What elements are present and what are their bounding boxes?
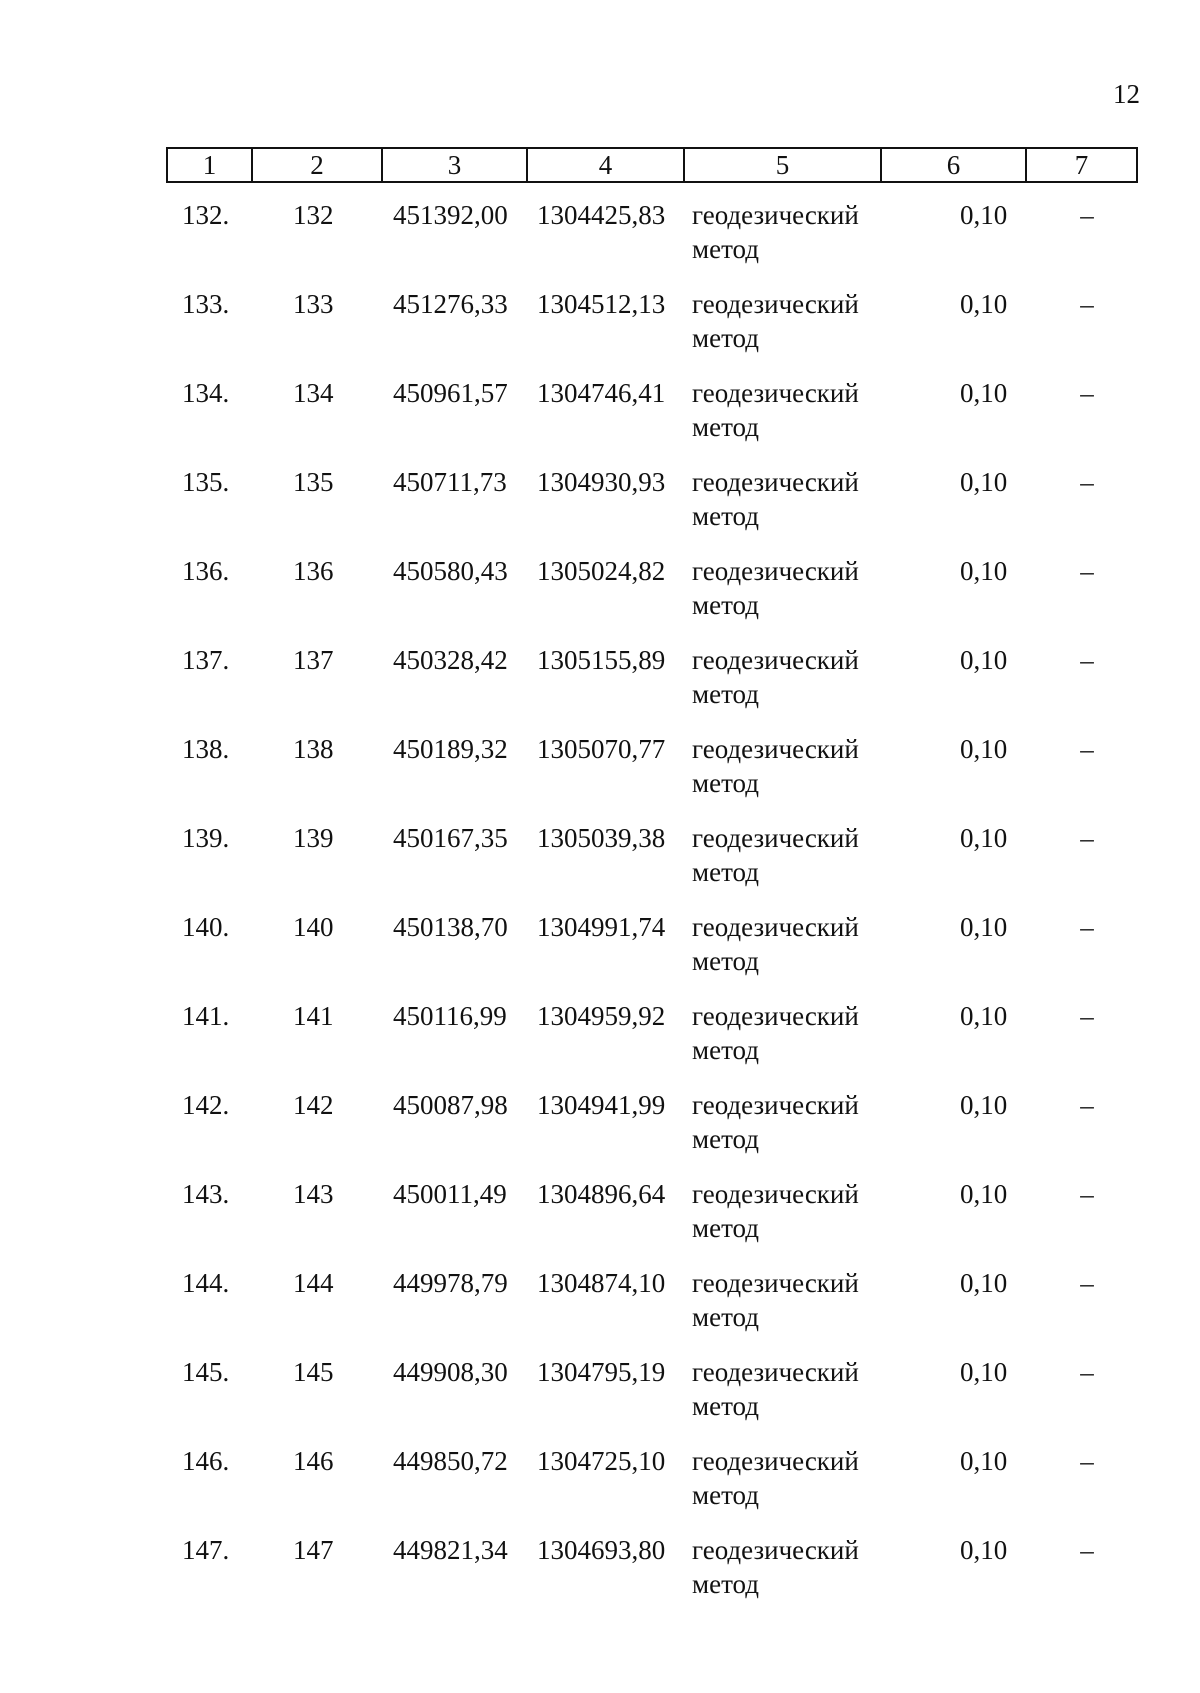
row-index: 134. <box>182 378 230 408</box>
row-index: 146. <box>182 1446 230 1476</box>
description-dash: – <box>1080 467 1094 497</box>
accuracy-value: 0,10 <box>960 200 1008 230</box>
description-dash: – <box>1080 823 1094 853</box>
row-index: 143. <box>182 1179 230 1209</box>
description-dash: – <box>1080 289 1094 319</box>
coordinate-x: 450138,70 <box>393 912 508 942</box>
coordinate-y: 1304693,80 <box>537 1535 666 1565</box>
description-dash: – <box>1080 912 1094 942</box>
header-cell-5: 5 <box>684 148 881 182</box>
row-index: 137. <box>182 645 230 675</box>
coordinate-y: 1304941,99 <box>537 1090 666 1120</box>
coordinate-y: 1304512,13 <box>537 289 666 319</box>
table-row <box>166 1444 1136 1533</box>
accuracy-value: 0,10 <box>960 1535 1008 1565</box>
row-index: 147. <box>182 1535 230 1565</box>
table-row <box>166 910 1136 999</box>
determination-method: геодезический метод <box>692 823 859 887</box>
accuracy-value: 0,10 <box>960 467 1008 497</box>
accuracy-value: 0,10 <box>960 1446 1008 1476</box>
row-index: 133. <box>182 289 230 319</box>
header-cell-7: 7 <box>1026 148 1137 182</box>
coordinate-x: 450961,57 <box>393 378 508 408</box>
coordinate-y: 1304959,92 <box>537 1001 666 1031</box>
point-number: 137 <box>293 645 334 675</box>
table-row <box>166 999 1136 1088</box>
description-dash: – <box>1080 378 1094 408</box>
coordinate-y: 1305155,89 <box>537 645 666 675</box>
coordinate-x: 450116,99 <box>393 1001 507 1031</box>
coordinate-y: 1304746,41 <box>537 378 666 408</box>
coordinate-y: 1304930,93 <box>537 467 666 497</box>
description-dash: – <box>1080 1357 1094 1387</box>
determination-method: геодезический метод <box>692 1535 859 1599</box>
header-cell-6: 6 <box>881 148 1026 182</box>
row-index: 135. <box>182 467 230 497</box>
point-number: 141 <box>293 1001 334 1031</box>
accuracy-value: 0,10 <box>960 1179 1008 1209</box>
point-number: 138 <box>293 734 334 764</box>
coordinate-y: 1305024,82 <box>537 556 666 586</box>
coordinate-y: 1304991,74 <box>537 912 666 942</box>
table-row <box>166 1355 1136 1444</box>
description-dash: – <box>1080 1268 1094 1298</box>
table-row <box>166 198 1136 287</box>
determination-method: геодезический метод <box>692 200 859 264</box>
coordinates-table-body <box>166 198 1136 1622</box>
row-index: 144. <box>182 1268 230 1298</box>
table-row <box>166 1266 1136 1355</box>
accuracy-value: 0,10 <box>960 645 1008 675</box>
header-row <box>167 148 1137 182</box>
coordinate-x: 451392,00 <box>393 200 508 230</box>
coordinate-x: 450167,35 <box>393 823 508 853</box>
coordinate-x: 449908,30 <box>393 1357 508 1387</box>
accuracy-value: 0,10 <box>960 556 1008 586</box>
point-number: 144 <box>293 1268 334 1298</box>
coordinate-y: 1304874,10 <box>537 1268 666 1298</box>
table-row <box>166 465 1136 554</box>
determination-method: геодезический метод <box>692 556 859 620</box>
description-dash: – <box>1080 1001 1094 1031</box>
header-cell-1: 1 <box>167 148 252 182</box>
description-dash: – <box>1080 1090 1094 1120</box>
row-index: 138. <box>182 734 230 764</box>
table-row <box>166 1533 1136 1622</box>
point-number: 146 <box>293 1446 334 1476</box>
determination-method: геодезический метод <box>692 734 859 798</box>
table-row <box>166 643 1136 732</box>
accuracy-value: 0,10 <box>960 823 1008 853</box>
table-row <box>166 1088 1136 1177</box>
accuracy-value: 0,10 <box>960 734 1008 764</box>
table-row <box>166 732 1136 821</box>
accuracy-value: 0,10 <box>960 289 1008 319</box>
coordinate-y: 1304725,10 <box>537 1446 666 1476</box>
determination-method: геодезический метод <box>692 1357 859 1421</box>
row-index: 136. <box>182 556 230 586</box>
coordinate-y: 1304896,64 <box>537 1179 666 1209</box>
header-cell-4: 4 <box>527 148 684 182</box>
description-dash: – <box>1080 1535 1094 1565</box>
coordinate-x: 449850,72 <box>393 1446 508 1476</box>
point-number: 147 <box>293 1535 334 1565</box>
header-cell-2: 2 <box>252 148 382 182</box>
table-row <box>166 1177 1136 1266</box>
coordinate-x: 449821,34 <box>393 1535 508 1565</box>
accuracy-value: 0,10 <box>960 1357 1008 1387</box>
determination-method: геодезический метод <box>692 645 859 709</box>
determination-method: геодезический метод <box>692 467 859 531</box>
determination-method: геодезический метод <box>692 378 859 442</box>
point-number: 139 <box>293 823 334 853</box>
point-number: 142 <box>293 1090 334 1120</box>
column-number-header <box>166 147 1138 183</box>
table-row <box>166 376 1136 465</box>
point-number: 143 <box>293 1179 334 1209</box>
coordinate-x: 450711,73 <box>393 467 507 497</box>
coordinate-y: 1304425,83 <box>537 200 666 230</box>
coordinate-y: 1305070,77 <box>537 734 666 764</box>
coordinate-x: 451276,33 <box>393 289 508 319</box>
point-number: 136 <box>293 556 334 586</box>
table-row <box>166 821 1136 910</box>
description-dash: – <box>1080 1179 1094 1209</box>
determination-method: геодезический метод <box>692 1446 859 1510</box>
determination-method: геодезический метод <box>692 289 859 353</box>
point-number: 140 <box>293 912 334 942</box>
determination-method: геодезический метод <box>692 1090 859 1154</box>
coordinate-x: 450328,42 <box>393 645 508 675</box>
accuracy-value: 0,10 <box>960 378 1008 408</box>
accuracy-value: 0,10 <box>960 1001 1008 1031</box>
row-index: 142. <box>182 1090 230 1120</box>
determination-method: геодезический метод <box>692 1179 859 1243</box>
point-number: 135 <box>293 467 334 497</box>
header-cell-3: 3 <box>382 148 527 182</box>
table-row <box>166 287 1136 376</box>
description-dash: – <box>1080 200 1094 230</box>
description-dash: – <box>1080 645 1094 675</box>
coordinate-x: 450189,32 <box>393 734 508 764</box>
coordinate-y: 1305039,38 <box>537 823 666 853</box>
accuracy-value: 0,10 <box>960 1268 1008 1298</box>
point-number: 145 <box>293 1357 334 1387</box>
determination-method: геодезический метод <box>692 1268 859 1332</box>
row-index: 140. <box>182 912 230 942</box>
table-row <box>166 554 1136 643</box>
point-number: 132 <box>293 200 334 230</box>
description-dash: – <box>1080 734 1094 764</box>
accuracy-value: 0,10 <box>960 1090 1008 1120</box>
determination-method: геодезический метод <box>692 912 859 976</box>
description-dash: – <box>1080 1446 1094 1476</box>
coordinate-x: 450011,49 <box>393 1179 507 1209</box>
row-index: 139. <box>182 823 230 853</box>
page-number: 12 <box>1113 79 1140 109</box>
description-dash: – <box>1080 556 1094 586</box>
point-number: 133 <box>293 289 334 319</box>
point-number: 134 <box>293 378 334 408</box>
row-index: 132. <box>182 200 230 230</box>
coordinate-x: 449978,79 <box>393 1268 508 1298</box>
coordinate-x: 450580,43 <box>393 556 508 586</box>
row-index: 145. <box>182 1357 230 1387</box>
coordinate-y: 1304795,19 <box>537 1357 666 1387</box>
coordinate-x: 450087,98 <box>393 1090 508 1120</box>
accuracy-value: 0,10 <box>960 912 1008 942</box>
determination-method: геодезический метод <box>692 1001 859 1065</box>
row-index: 141. <box>182 1001 230 1031</box>
